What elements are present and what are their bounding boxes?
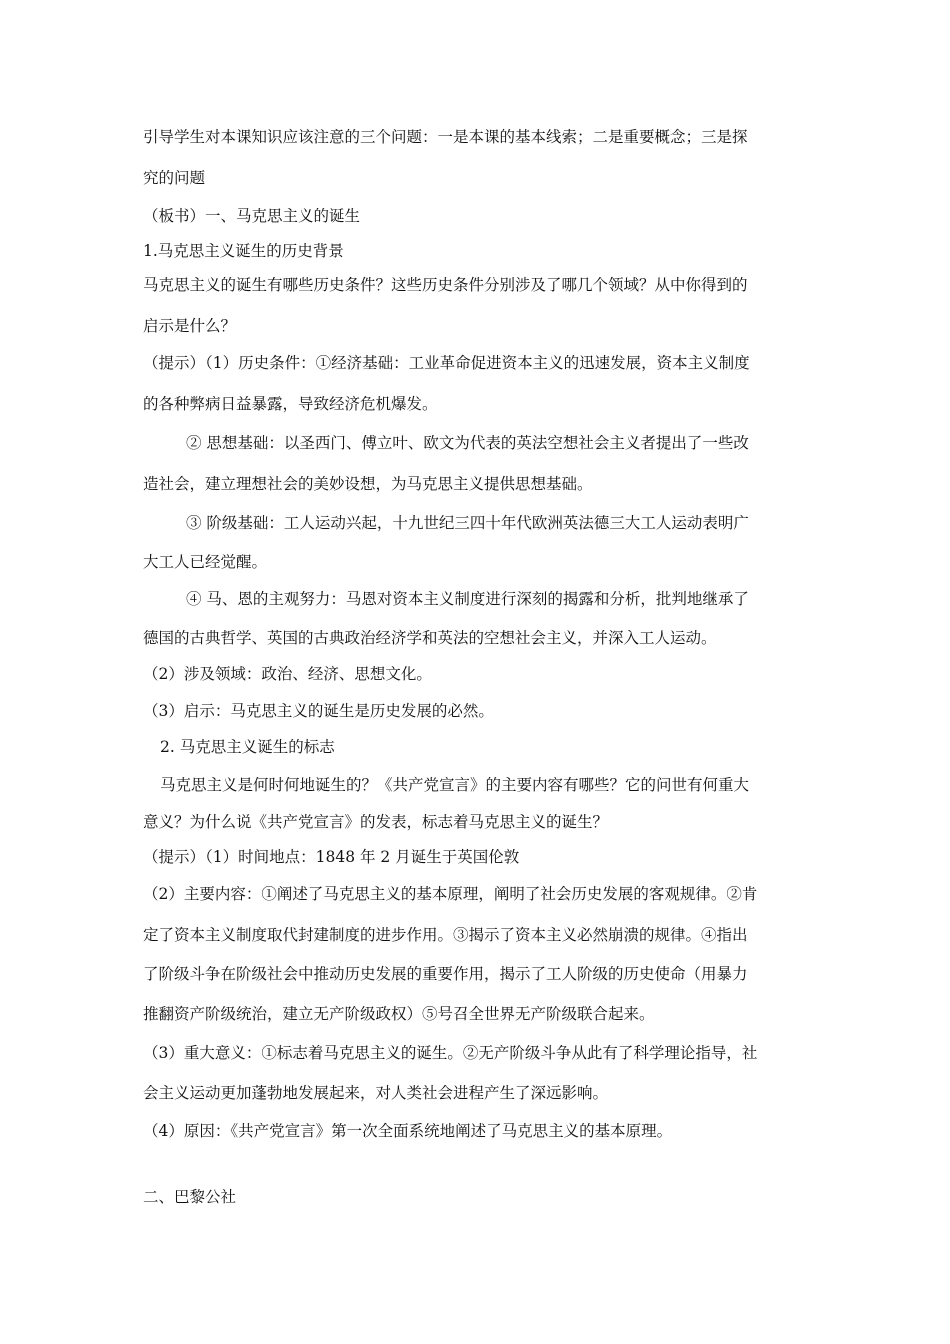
- hint-line: （3）重大意义：①标志着马克思主义的诞生。②无产阶级斗争从此有了科学理论指导，社: [143, 1044, 758, 1062]
- hint-line: （3）启示：马克思主义的诞生是历史发展的必然。: [143, 702, 494, 720]
- hint-line: 会主义运动更加蓬勃地发展起来，对人类社会进程产生了深远影响。: [143, 1084, 609, 1102]
- hint-line: 的各种弊病日益暴露，导致经济危机爆发。: [143, 395, 438, 413]
- subsection-heading: 1.马克思主义诞生的历史背景: [143, 242, 344, 260]
- question-line: 马克思主义的诞生有哪些历史条件？这些历史条件分别涉及了哪几个领域？从中你得到的: [143, 276, 748, 294]
- text-line: 引导学生对本课知识应该注意的三个问题：一是本课的基本线索；二是重要概念；三是探: [143, 128, 748, 146]
- hint-line: 德国的古典哲学、英国的古典政治经济学和英法的空想社会主义，并深入工人运动。: [143, 629, 717, 647]
- hint-line: （提示）（1）历史条件：①经济基础：工业革命促进资本主义的迅速发展，资本主义制度: [143, 354, 750, 372]
- hint-line: 了阶级斗争在阶级社会中推动历史发展的重要作用，揭示了工人阶级的历史使命（用暴力: [143, 965, 748, 983]
- hint-line: 造社会，建立理想社会的美妙设想，为马克思主义提供思想基础。: [143, 475, 593, 493]
- section-heading: （板书）一、马克思主义的诞生: [143, 207, 361, 225]
- hint-line: （2）涉及领域：政治、经济、思想文化。: [143, 665, 432, 683]
- section-heading: 二、巴黎公社: [143, 1188, 237, 1206]
- subsection-heading: 2. 马克思主义诞生的标志: [160, 738, 335, 756]
- hint-line: （提示）（1）时间地点：1848 年 2 月诞生于英国伦敦: [143, 848, 520, 866]
- question-line: 启示是什么？: [143, 317, 237, 335]
- hint-line: 定了资本主义制度取代封建制度的进步作用。③揭示了资本主义必然崩溃的规律。④指出: [143, 926, 748, 944]
- hint-line: （2）主要内容：①阐述了马克思主义的基本原理，阐明了社会历史发展的客观规律。②肯: [143, 885, 758, 903]
- hint-item: ③ 阶级基础：工人运动兴起，十九世纪三四十年代欧洲英法德三大工人运动表明广: [186, 514, 749, 532]
- text-line: 究的问题: [143, 169, 206, 187]
- hint-item: ④ 马、恩的主观努力：马恩对资本主义制度进行深刻的揭露和分析，批判地继承了: [186, 590, 749, 608]
- question-line: 意义？为什么说《共产党宣言》的发表，标志着马克思主义的诞生？: [143, 813, 609, 831]
- hint-line: 推翻资产阶级统治，建立无产阶级政权）⑤号召全世界无产阶级联合起来。: [143, 1005, 655, 1023]
- hint-item: ② 思想基础：以圣西门、傅立叶、欧文为代表的英法空想社会主义者提出了一些改: [186, 434, 749, 452]
- question-line: 马克思主义是何时何地诞生的？《共产党宣言》的主要内容有哪些？它的问世有何重大: [160, 776, 750, 794]
- hint-line: 大工人已经觉醒。: [143, 553, 268, 571]
- hint-line: （4）原因：《共产党宣言》第一次全面系统地阐述了马克思主义的基本原理。: [143, 1122, 673, 1140]
